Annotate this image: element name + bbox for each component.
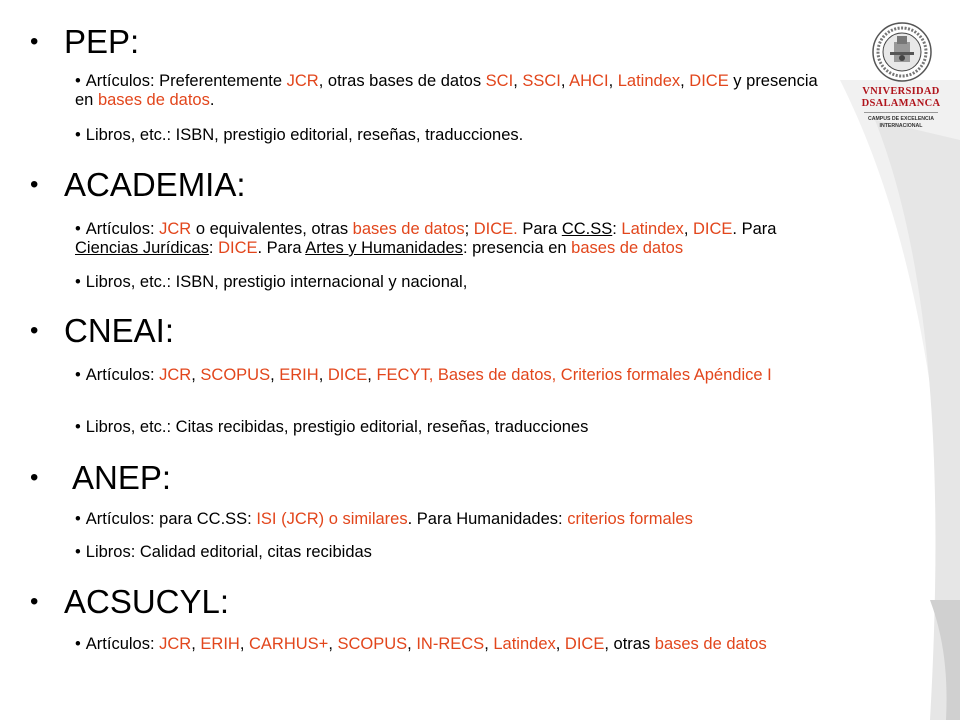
- anep-item-articulos: • Artículos: para CC.SS: ISI (JCR) o similares. Para Humanidades: criterios formales: [75, 510, 693, 528]
- logo-divider: [864, 112, 938, 113]
- heading-acsucyl-text: ACSUCYL:: [64, 583, 230, 620]
- heading-acsucyl: [30, 582, 229, 622]
- logo-line1: VNIVERSIDAD: [862, 86, 940, 97]
- anep-item-libros: • Libros: Calidad editorial, citas recibidas: [75, 543, 372, 561]
- acsucyl-item-articulos: • Artículos: JCR, ERIH, CARHUS+, SCOPUS, IN-RECS, Latindex, DICE, otras bases de datos: [75, 635, 767, 653]
- heading-cneai: [30, 311, 174, 351]
- bullet-icon: •: [30, 317, 39, 344]
- logo-line2: DSALAMANCA: [861, 98, 941, 109]
- decorative-swoosh: [780, 80, 960, 720]
- university-seal-icon: [872, 22, 932, 82]
- bullet-icon: •: [30, 28, 39, 55]
- bullet-icon: •: [30, 464, 39, 491]
- logo-sub1: CAMPUS DE EXCELENCIA: [867, 116, 934, 122]
- logo-sub2: INTERNACIONAL: [879, 123, 923, 129]
- bullet-icon: •: [30, 588, 39, 615]
- heading-anep: [30, 458, 171, 498]
- bullet-icon: •: [30, 171, 39, 198]
- heading-academia-text: ACADEMIA:: [64, 166, 246, 203]
- pep-item-libros: • Libros, etc.: ISBN, prestigio editorial, reseñas, traducciones.: [75, 126, 524, 144]
- heading-pep: [30, 22, 139, 62]
- heading-academia: [30, 165, 246, 205]
- heading-pep-text: PEP:: [64, 23, 140, 60]
- heading-anep-text: ANEP:: [72, 459, 172, 496]
- cneai-item-libros: • Libros, etc.: Citas recibidas, prestigio editorial, reseñas, traducciones: [75, 418, 589, 436]
- heading-cneai-text: CNEAI:: [64, 312, 175, 349]
- academia-item-articulos: • Artículos: JCR o equivalentes, otras bases de datos; DICE. Para CC.SS: Latindex, DICE. Para Ciencias Jurídicas: DICE. Para Artes y Humanidades: presencia en bases de datos: [75, 220, 777, 257]
- pep-item-articulos: • Artículos: Preferentemente JCR, otras bases de datos SCI, SSCI, AHCI, Latindex, DICE y presencia en bases de datos.: [75, 72, 818, 109]
- academia-item-libros: • Libros, etc.: ISBN, prestigio internacional y nacional,: [75, 273, 468, 291]
- cneai-item-articulos: • Artículos: JCR, SCOPUS, ERIH, DICE, FECYT, Bases de datos, Criterios formales Apéndice I: [75, 366, 772, 384]
